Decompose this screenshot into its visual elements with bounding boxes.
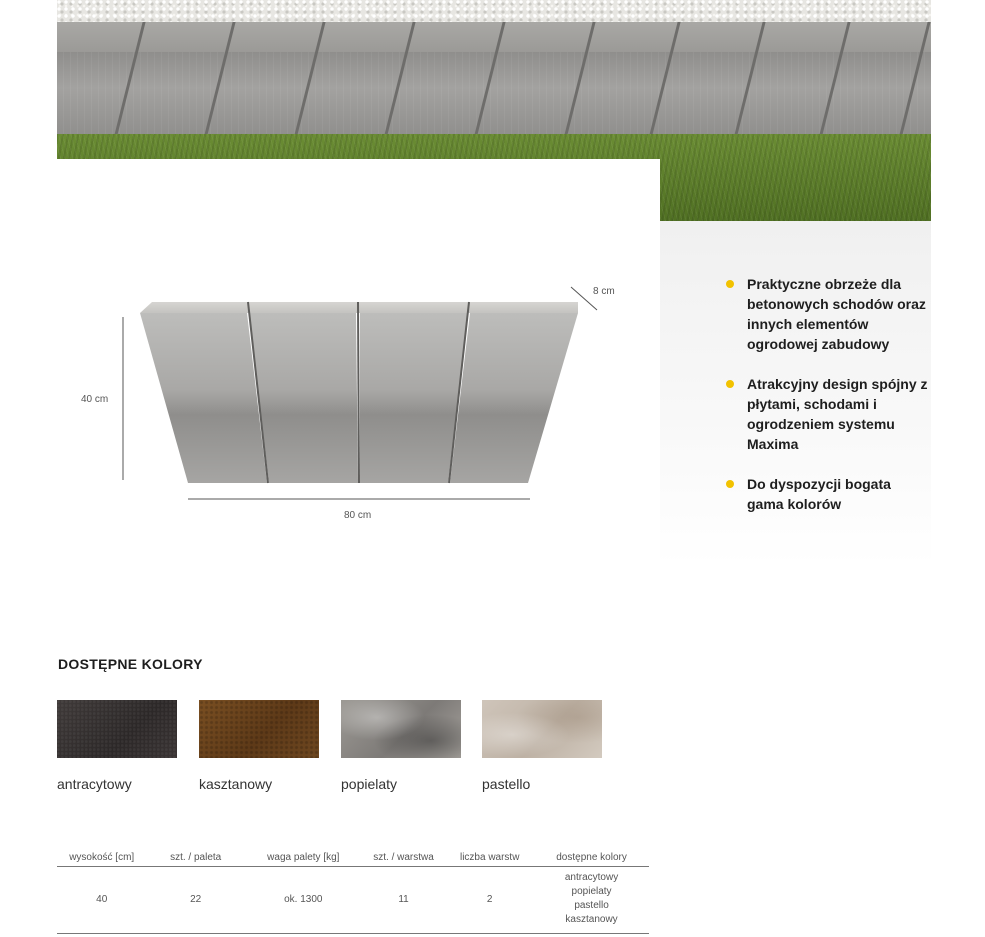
feature-list xyxy=(726,274,931,534)
block-1 xyxy=(140,313,267,483)
color-swatch xyxy=(57,700,177,758)
available-color: pastello xyxy=(574,900,609,911)
width-label: 80 cm xyxy=(344,510,372,521)
colors-heading: DOSTĘPNE KOLORY xyxy=(58,656,203,672)
cell-height: 40 xyxy=(57,867,146,934)
column-header: szt. / paleta xyxy=(146,849,244,867)
cell-pallet-weight: ok. 1300 xyxy=(245,867,362,934)
color-name: popielaty xyxy=(341,776,398,792)
curb-top xyxy=(57,22,931,54)
table-header-row xyxy=(57,849,649,867)
color-name: kasztanowy xyxy=(199,776,273,792)
color-name: pastello xyxy=(482,776,531,792)
cell-per-pallet: 22 xyxy=(146,867,244,934)
column-header: szt. / warstwa xyxy=(362,849,446,867)
color-option-pastello xyxy=(482,700,602,792)
feature-text: Atrakcyjny design spójny z płytami, schodami i ogrodzeniem systemu Maxima xyxy=(747,376,928,452)
column-header: liczba warstw xyxy=(445,849,534,867)
height-label: 40 cm xyxy=(81,394,109,405)
feature-item xyxy=(726,274,931,354)
feature-text: Do dyspozycji bogata gama kolorów xyxy=(747,476,891,512)
column-header: wysokość [cm] xyxy=(57,849,146,867)
curb-face xyxy=(57,52,931,142)
cell-per-layer: 11 xyxy=(362,867,446,934)
color-option-kasztanowy xyxy=(199,700,319,792)
depth-label: 8 cm xyxy=(593,286,615,297)
product-svg xyxy=(80,275,640,535)
color-option-antracytowy xyxy=(57,700,177,792)
available-color: popielaty xyxy=(571,886,612,897)
block-seam xyxy=(358,302,359,483)
color-swatch xyxy=(199,700,319,758)
bullet-dot-icon xyxy=(726,280,734,288)
color-swatch xyxy=(341,700,461,758)
color-swatch xyxy=(482,700,602,758)
feature-item xyxy=(726,374,931,454)
cell-layers: 2 xyxy=(445,867,534,934)
available-color: antracytowy xyxy=(564,872,619,883)
feature-item xyxy=(726,474,931,514)
block-4 xyxy=(450,313,578,483)
column-header: waga palety [kg] xyxy=(245,849,362,867)
table-row xyxy=(57,867,649,934)
available-color: kasztanowy xyxy=(565,914,618,925)
cell-available-colors xyxy=(534,867,649,934)
column-header: dostępne kolory xyxy=(534,849,649,867)
product-illustration xyxy=(80,275,640,535)
color-name: antracytowy xyxy=(57,776,132,792)
spec-table xyxy=(57,849,649,934)
feature-text: Praktyczne obrzeże dla betonowych schodów oraz innych elementów ogrodowej zabudowy xyxy=(747,276,926,352)
bullet-dot-icon xyxy=(726,480,734,488)
bullet-dot-icon xyxy=(726,380,734,388)
color-option-popielaty xyxy=(341,700,461,792)
